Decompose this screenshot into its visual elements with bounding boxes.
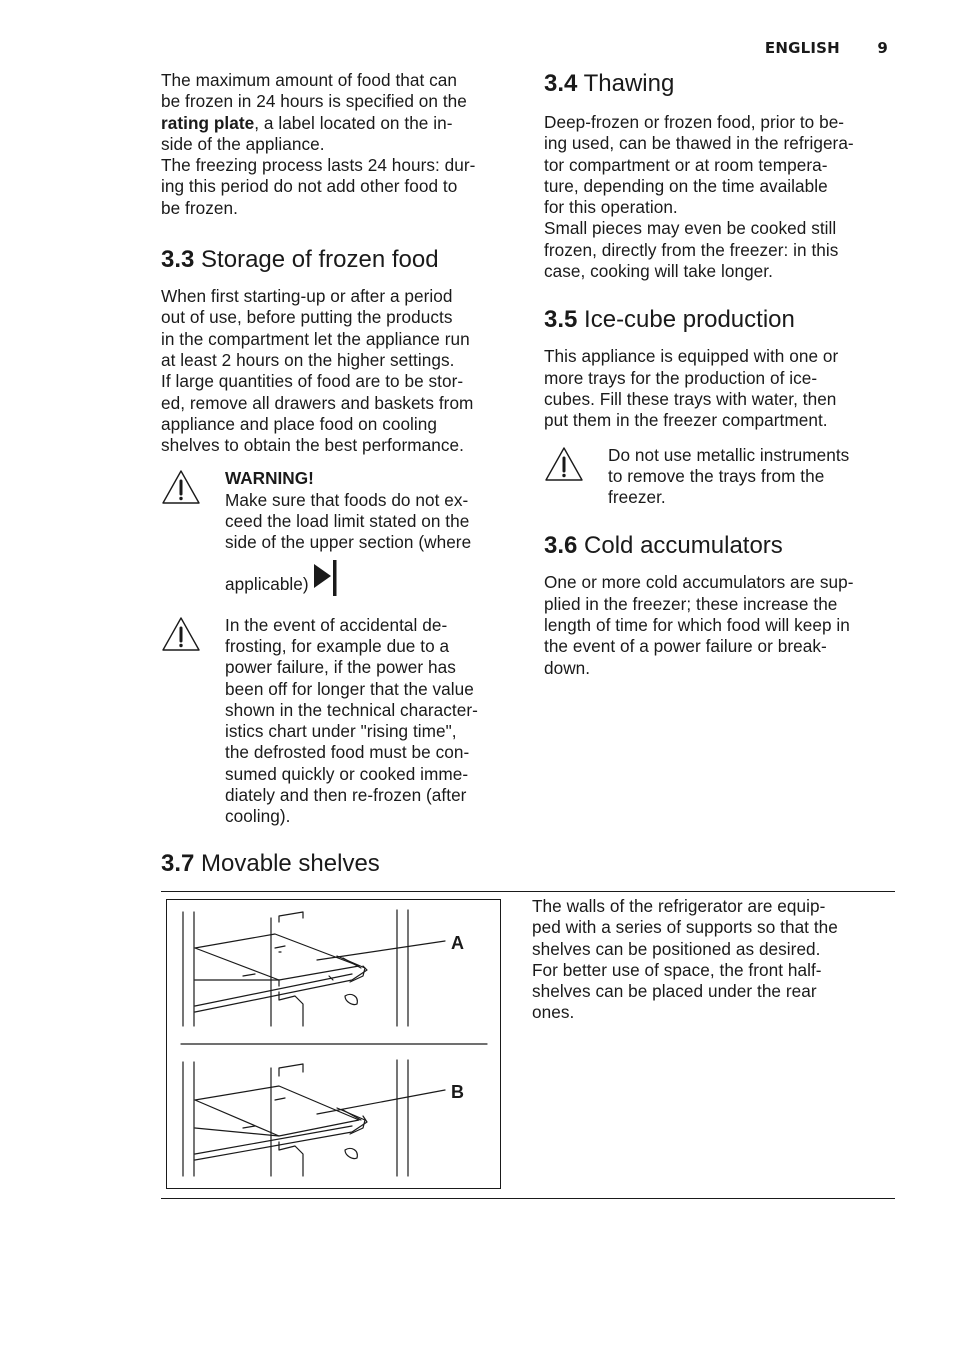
label-a: A bbox=[451, 933, 464, 953]
section-number: 3.4 bbox=[544, 70, 578, 97]
section-title: Ice-cube production bbox=[584, 306, 795, 334]
section-3-4-heading bbox=[544, 70, 898, 98]
section-3-6-heading bbox=[544, 532, 898, 560]
intro-text-2: , a label located on the in- side of the appliance. The freezing process lasts 24 hours: dur- ing this period do not add other food to be frozen. bbox=[161, 112, 476, 218]
page-number: 9 bbox=[877, 39, 888, 57]
intro-text-1: The maximum amount of food that can be frozen in 24 hours is specified on the bbox=[161, 70, 467, 112]
section-title: Movable shelves bbox=[201, 850, 380, 877]
warning-note bbox=[161, 468, 517, 595]
metal-instruments-note bbox=[544, 445, 898, 509]
page-header bbox=[765, 39, 888, 57]
section-number: 3.5 bbox=[544, 306, 578, 334]
section-3-3-heading bbox=[161, 246, 517, 274]
section-3-5-body: This appliance is equipped with one or more trays for the production of ice- cubes. Fill these trays with water, then put them in the freezer compartment. bbox=[544, 346, 839, 431]
section-title: Thawing bbox=[583, 70, 675, 97]
section-top-rule bbox=[161, 891, 895, 892]
warning-text-tail: applicable) bbox=[225, 574, 309, 595]
left-column bbox=[161, 70, 517, 828]
section-number: 3.3 bbox=[161, 246, 195, 274]
section-bottom-rule bbox=[161, 1198, 895, 1199]
play-arrow-icon bbox=[313, 560, 339, 596]
defrost-note bbox=[161, 615, 517, 828]
section-title: Cold accumulators bbox=[584, 532, 783, 560]
warning-title: WARNING! bbox=[225, 468, 314, 489]
section-3-6-body: One or more cold accumulators are sup- plied in the freezer; these increase the length of time for which food will keep in the event of a power failure or break- down. bbox=[544, 572, 854, 678]
label-b: B bbox=[451, 1082, 464, 1102]
right-column bbox=[544, 70, 898, 679]
rating-plate-term: rating plate bbox=[161, 112, 255, 133]
section-title: Storage of frozen food bbox=[201, 246, 439, 274]
shelf-a-drawing bbox=[183, 910, 445, 1026]
section-3-3-body: When first starting-up or after a period out of use, before putting the products in the compartment let the appliance run at least 2 hours on the higher settings. If large quantities of food are to be stor- ed, remove all drawers and baskets from appliance and place food on cooling shelves to obtain the best performance. bbox=[161, 286, 474, 456]
shelf-b-drawing bbox=[183, 1060, 445, 1176]
warning-triangle-icon bbox=[161, 468, 201, 506]
warning-triangle-icon bbox=[161, 615, 201, 653]
section-3-7-heading bbox=[161, 850, 380, 878]
section-3-4-body: Deep-frozen or frozen food, prior to be- ing used, can be thawed in the refrigera- tor compartment or at room tempera- ture, depending on the time available for this operation. Small pieces may even be cooked still frozen, directly from the freezer: in this case, cooking will take longer. bbox=[544, 112, 854, 282]
section-3-5-heading bbox=[544, 306, 898, 334]
section-number: 3.7 bbox=[161, 850, 195, 877]
defrost-note-text: In the event of accidental de- frosting, for example due to a power failure, if the power has been off for longer that the value shown in the technical character- istics chart under "rising time", the defrosted food must be con- sumed quickly or cooked imme- diately and then re-frozen (after cooling). bbox=[225, 614, 478, 827]
shelf-diagram bbox=[167, 900, 500, 1188]
section-3-7-body: The walls of the refrigerator are equip- ped with a series of supports so that the shelves can be positioned as desired. For better use of space, the front half- shelves can be placed under the rear ones. bbox=[532, 896, 838, 1023]
section-number: 3.6 bbox=[544, 532, 578, 560]
intro-paragraph bbox=[161, 70, 517, 219]
warning-triangle-icon bbox=[544, 445, 584, 483]
header-language: ENGLISH bbox=[764, 39, 840, 57]
metal-instruments-note-text: Do not use metallic instruments to remove the trays from the freezer. bbox=[608, 444, 850, 508]
shelves-illustration bbox=[166, 899, 501, 1189]
warning-text: Make sure that foods do not ex- ceed the load limit stated on the side of the upper section (where bbox=[225, 489, 472, 553]
